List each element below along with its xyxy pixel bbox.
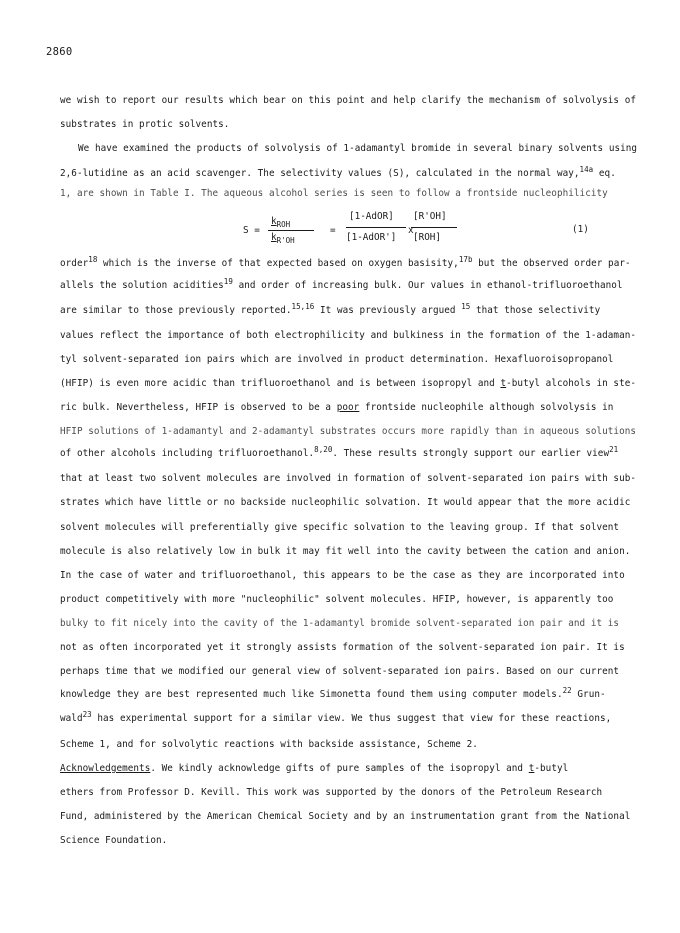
page-number: 2860: [46, 46, 73, 58]
text-line: are similar to those previously reported.$^{15,16}$ It was previously argued $^{15}$ that those selectivity: [60, 301, 601, 316]
text-line: wald$^{23}$ has experimental support for a similar view. We thus suggest that view for these reactions,: [60, 709, 612, 724]
text-line: solvent molecules will preferentially give specific solvation to the leaving group. If that solvent: [60, 522, 620, 533]
acknowledgements-line: Acknowledgements. We kindly acknowledge gifts of pure samples of the isopropyl and t-butyl: [60, 763, 569, 774]
acknowledgements-heading: Acknowledgements: [60, 763, 151, 774]
text-line: Science Foundation.: [60, 835, 168, 846]
text-line: tyl solvent-separated ion pairs which are involved in product determination. Hexafluoroisopropanol: [60, 354, 614, 365]
text-line: In the case of water and trifluoroethanol, this appears to be the case as they are incorporated into: [60, 570, 625, 581]
text-line: ethers from Professor D. Kevill. This work was supported by the donors of the Petroleum Research: [60, 787, 603, 798]
text-line: that at least two solvent molecules are involved in formation of solvent-separated ion pairs with sub-: [60, 473, 637, 484]
text-line: allels the solution acidities$^{19}$ and order of increasing bulk. Our values in ethanol-trifluoroethanol: [60, 276, 623, 291]
text-line: strates which have little or no backside nucleophilic solvation. It would appear that the more acidic: [60, 497, 631, 508]
equation-number: (1): [572, 224, 589, 235]
text-line: bulky to fit nicely into the cavity of the 1-adamantyl bromide solvent-separated ion pair and it is: [60, 618, 620, 629]
text-line: product competitively with more "nucleophilic" solvent molecules. HFIP, however, is apparently too: [60, 594, 614, 605]
text-line: we wish to report our results which bear on this point and help clarify the mechanism of solvolysis of: [60, 95, 637, 106]
text-line: perhaps time that we modified our general view of solvent-separated ion pairs. Based on our current: [60, 666, 620, 677]
text-line: (HFIP) is even more acidic than trifluoroethanol and is between isopropyl and t-butyl alcohols in ste-: [60, 378, 637, 389]
text-line: We have examined the products of solvolysis of 1-adamantyl bromide in several binary solvents using: [78, 143, 638, 154]
text-line: of other alcohols including trifluoroethanol.$^{8,20}$. These results strongly support our earlier view$^{21}$: [60, 444, 619, 459]
text-line: Scheme 1, and for solvolytic reactions with backside assistance, Scheme 2.: [60, 739, 478, 750]
text-line: substrates in protic solvents.: [60, 119, 230, 130]
text-line: Fund, administered by the American Chemical Society and by an instrumentation grant from the National: [60, 811, 631, 822]
text-line: knowledge they are best represented much like Simonetta found them using computer models.$^{22}$ Grun-: [60, 685, 606, 700]
text-line: 1, are shown in Table I. The aqueous alcohol series is seen to follow a frontside nucleophilicity: [60, 188, 608, 199]
text-line: not as often incorporated yet it strongly assists formation of the solvent-separated ion pair. It is: [60, 642, 625, 653]
text-line: 2,6-lutidine as an acid scavenger. The selectivity values (S), calculated in the normal way,$^{14a}$ eq.: [60, 164, 616, 179]
text-line: HFIP solutions of 1-adamantyl and 2-adamantyl substrates occurs more rapidly than in aqueous solutions: [60, 426, 637, 437]
text-line: ric bulk. Nevertheless, HFIP is observed to be a poor frontside nucleophile although solvolysis in: [60, 402, 614, 413]
citation-superscript: 14a: [579, 164, 594, 174]
text-line: order$^{18}$ which is the inverse of that expected based on oxygen basisity,$^{17b}$ but the observed order par-: [60, 254, 631, 269]
text-line: values reflect the importance of both electrophilicity and bulkiness in the formation of the 1-adaman-: [60, 330, 637, 341]
text-line: molecule is also relatively low in bulk it may fit well into the cavity between the cation and anion.: [60, 546, 631, 557]
